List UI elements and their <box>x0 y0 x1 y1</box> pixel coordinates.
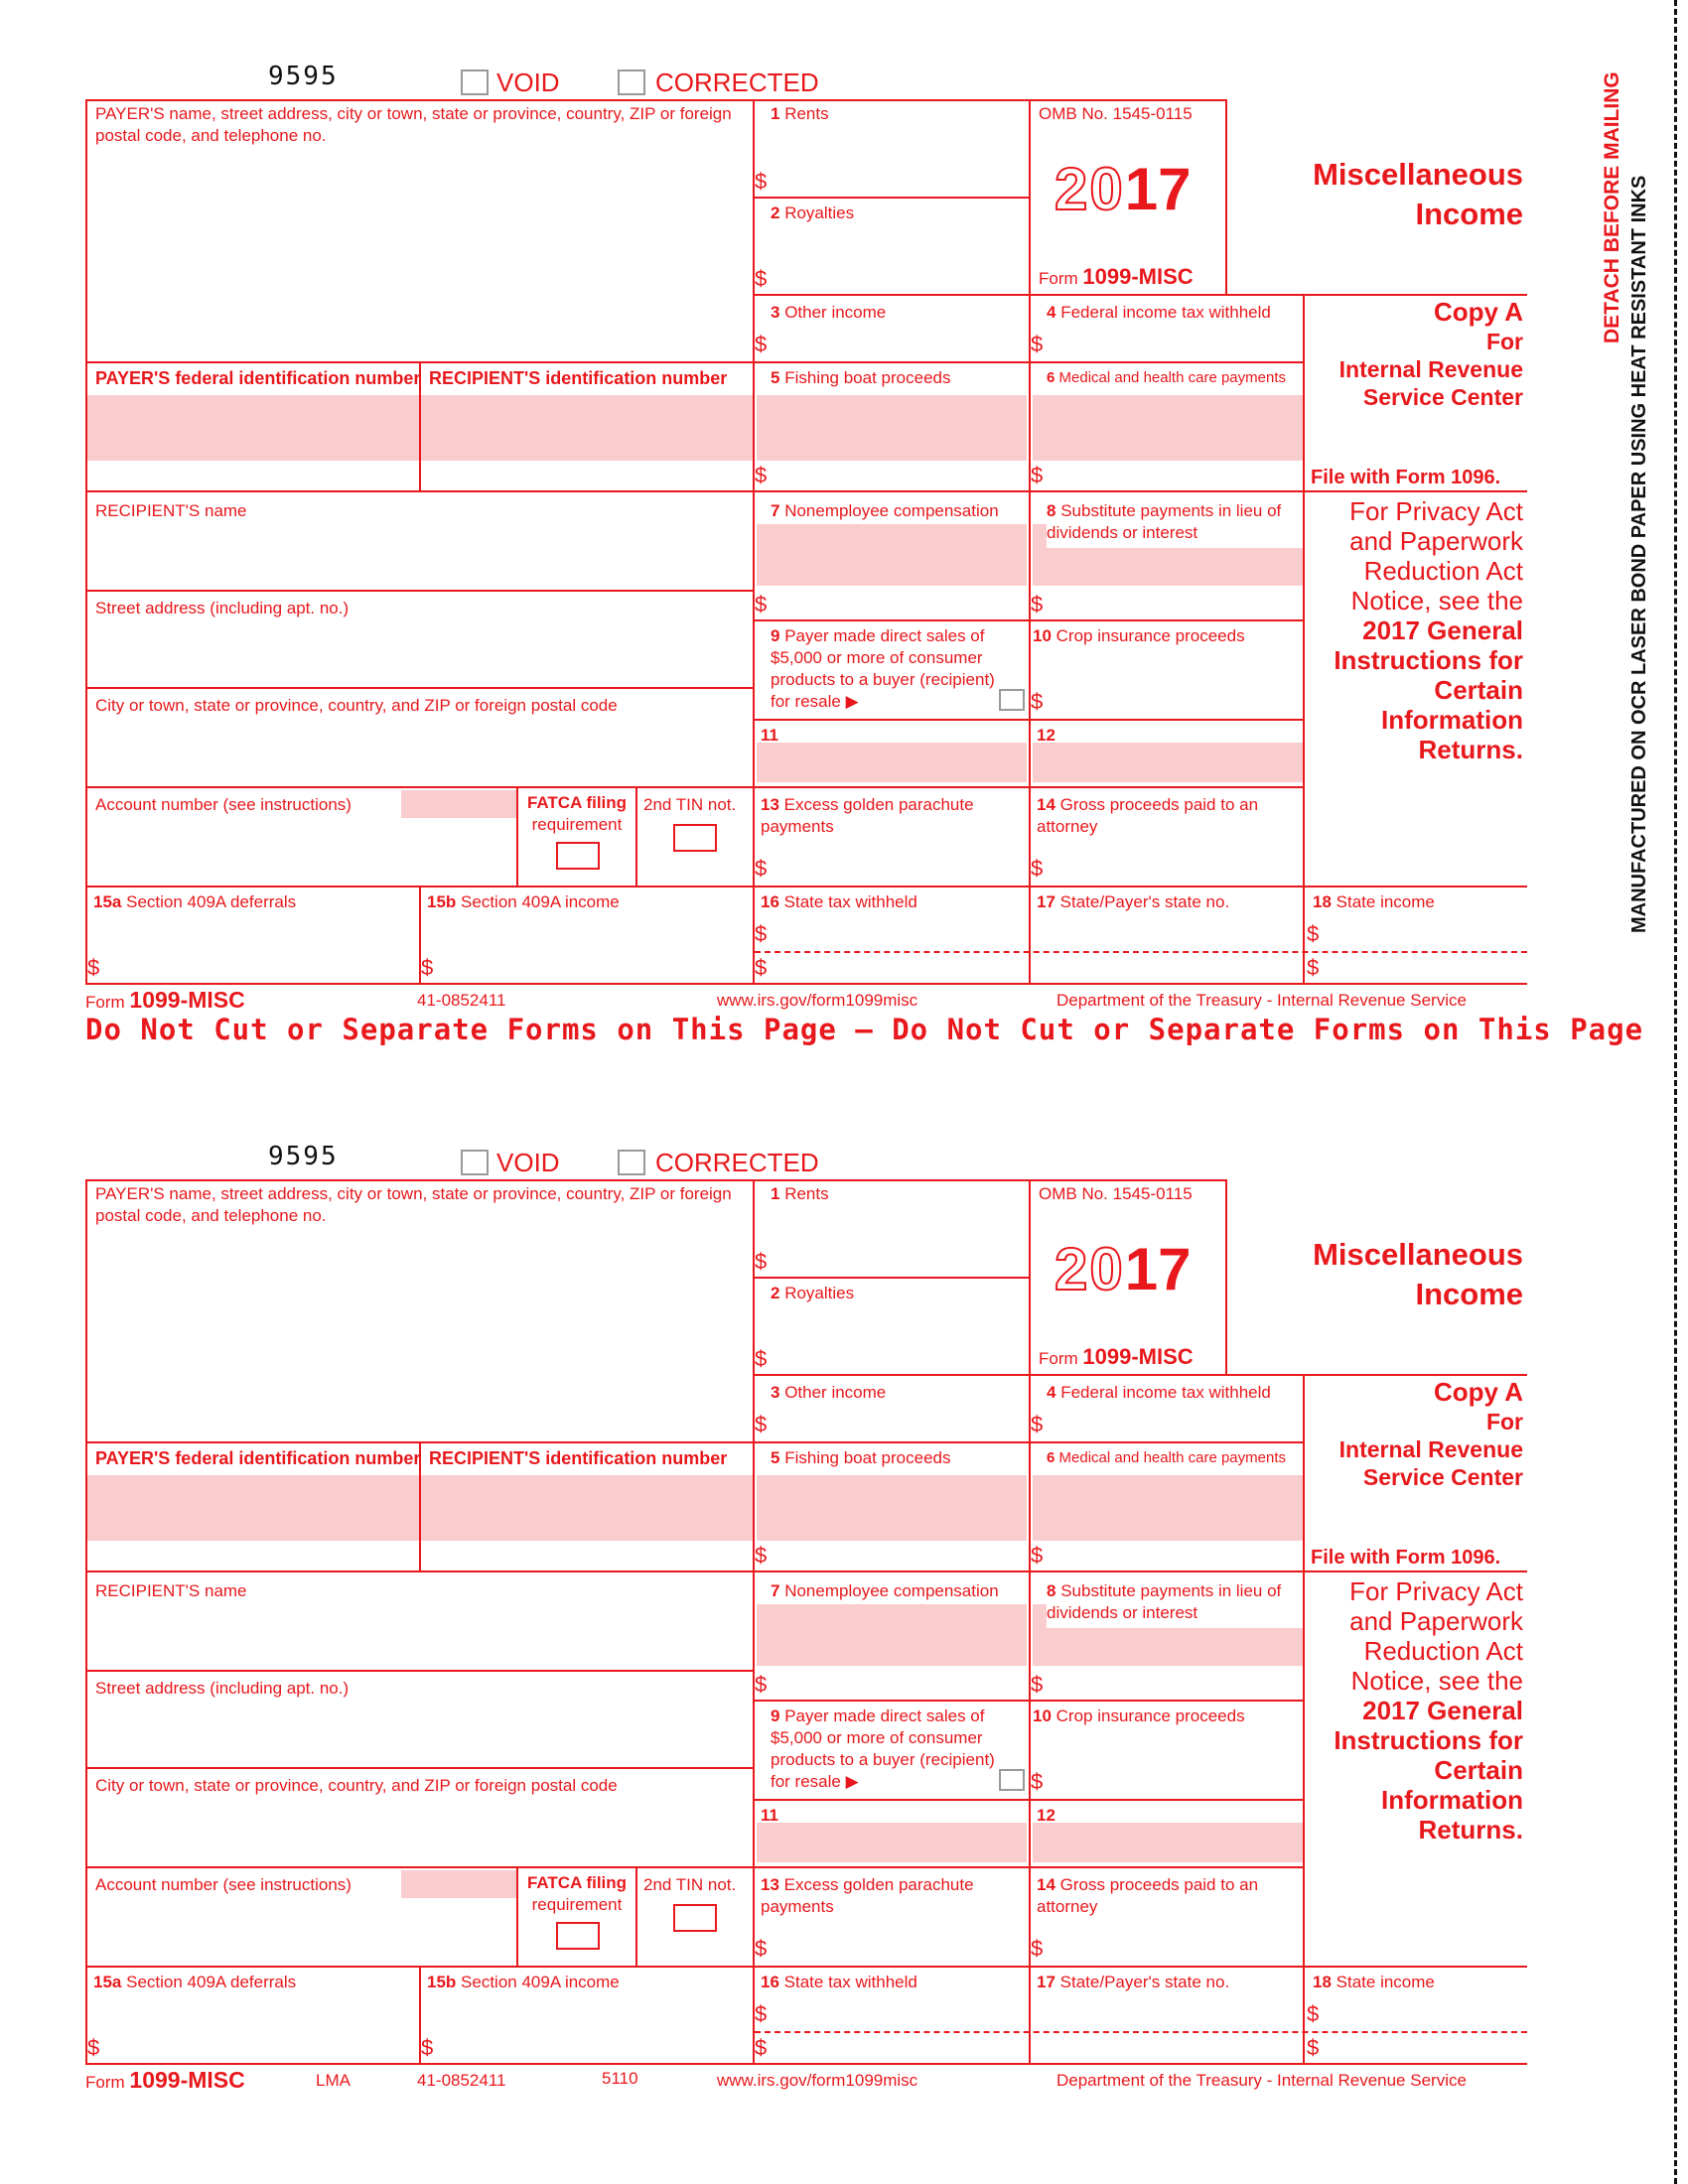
box3-label: 3 Other income <box>771 1383 887 1402</box>
box18-dollar-2: $ <box>1307 955 1320 980</box>
box16-label: 16 State tax withheld <box>761 1973 917 1991</box>
side-detach-notice: DETACH BEFORE MAILING <box>1601 71 1623 343</box>
box2-label: 2 Royalties <box>771 1284 855 1302</box>
form-title: Miscellaneous Income <box>1313 157 1523 231</box>
box16-dollar-1: $ <box>755 921 768 946</box>
box9-label: 9 Payer made direct sales of $5,000 or more of consumer products to a buyer (recipient) for resale ▶ <box>771 626 995 711</box>
box18-dollar-2: $ <box>1307 2035 1320 2060</box>
footer-cat-no: 41-0852411 <box>417 2071 506 2090</box>
fatca-label: FATCA filing requirement <box>526 793 628 834</box>
second-tin-label: 2nd TIN not. <box>643 1875 737 1894</box>
box14-dollar: $ <box>1031 1936 1044 1961</box>
box18-dollar-1: $ <box>1307 921 1320 946</box>
box3-label: 3 Other income <box>771 303 887 322</box>
omb-number: OMB No. 1545-0115 <box>1039 104 1193 123</box>
account-number-label: Account number (see instructions) <box>95 1875 352 1894</box>
box1-label: 1 Rents <box>771 104 829 123</box>
street-address-label: Street address (including apt. no.) <box>95 1679 350 1698</box>
privacy-notice: For Privacy Act and Paperwork Reduction Act Notice, see the 2017 General Instructions for Certain Information Returns. <box>1334 1576 1523 1844</box>
box1-dollar: $ <box>755 1249 768 1274</box>
file-with-1096: File with Form 1096. <box>1311 1547 1501 1569</box>
box17-label: 17 State/Payer's state no. <box>1037 892 1230 911</box>
recipient-tin-label: RECIPIENT'S identification number <box>429 368 728 388</box>
footer-form-name: Form 1099-MISC <box>85 987 245 1013</box>
void-label: VOID <box>496 68 560 97</box>
box4-dollar: $ <box>1031 332 1044 356</box>
copy-a-block: Copy A For Internal Revenue Service Center <box>1338 1377 1523 1490</box>
footer-5110: 5110 <box>602 2069 638 2088</box>
payer-name-label: PAYER'S name, street address, city or town, state or province, country, ZIP or foreign postal code, and telephone no. <box>95 1184 732 1225</box>
corrected-label: CORRECTED <box>655 68 819 97</box>
box8-label: 8 Substitute payments in lieu of dividends or interest <box>1047 500 1303 548</box>
box16-dollar-1: $ <box>755 2001 768 2026</box>
privacy-notice: For Privacy Act and Paperwork Reduction Act Notice, see the 2017 General Instructions for Certain Information Returns. <box>1334 496 1523 764</box>
form-name-box: Form 1099-MISC <box>1039 1344 1194 1369</box>
box14-dollar: $ <box>1031 856 1044 881</box>
box4-label: 4 Federal income tax withheld <box>1047 303 1271 322</box>
second-tin-label: 2nd TIN not. <box>643 795 737 814</box>
city-label: City or town, state or province, country, and ZIP or foreign postal code <box>95 1776 618 1795</box>
box7-label: 7 Nonemployee compensation <box>771 501 999 520</box>
form-code: 9595 <box>268 62 339 91</box>
footer-lma: LMA <box>316 2071 351 2090</box>
footer-form-name: Form 1099-MISC <box>85 2067 245 2093</box>
box5-dollar: $ <box>755 463 768 487</box>
form-name-box: Form 1099-MISC <box>1039 264 1194 289</box>
do-not-cut-notice: Do Not Cut or Separate Forms on This Page — Do Not Cut or Separate Forms on This Page <box>85 1013 1644 1046</box>
payer-tin-label: PAYER'S federal identification number <box>95 1448 421 1468</box>
box17-label: 17 State/Payer's state no. <box>1037 1973 1230 1991</box>
box12-label: 12 <box>1037 726 1055 745</box>
box15b-label: 15b Section 409A income <box>427 1973 620 1991</box>
box15b-dollar: $ <box>421 955 434 980</box>
payer-tin-label: PAYER'S federal identification number <box>95 368 421 388</box>
box2-label: 2 Royalties <box>771 204 855 222</box>
box13-label: 13 Excess golden parachute payments <box>761 1875 974 1916</box>
fatca-checkbox[interactable] <box>556 1922 600 1950</box>
footer-irs-url: www.irs.gov/form1099misc <box>717 991 918 1010</box>
copy-a-block: Copy A For Internal Revenue Service Center <box>1338 297 1523 410</box>
box5-dollar: $ <box>755 1543 768 1568</box>
second-tin-checkbox[interactable] <box>673 824 717 852</box>
box16-dollar-2: $ <box>755 2035 768 2060</box>
box16-dollar-2: $ <box>755 955 768 980</box>
void-label: VOID <box>496 1148 560 1177</box>
corrected-checkbox[interactable] <box>618 69 645 95</box>
box15a-label: 15a Section 409A deferrals <box>93 892 297 911</box>
void-checkbox[interactable] <box>461 1150 489 1175</box>
box11-label: 11 <box>761 1806 778 1825</box>
box1-dollar: $ <box>755 169 768 194</box>
box18-label: 18 State income <box>1313 1973 1435 1991</box>
box3-dollar: $ <box>755 332 768 356</box>
payer-name-label: PAYER'S name, street address, city or town, state or province, country, ZIP or foreign postal code, and telephone no. <box>95 104 732 145</box>
box10-label: 10 Crop insurance proceeds <box>1033 1706 1245 1725</box>
street-address-label: Street address (including apt. no.) <box>95 599 350 617</box>
box5-label: 5 Fishing boat proceeds <box>771 1448 951 1467</box>
box18-dollar-1: $ <box>1307 2001 1320 2026</box>
box7-dollar: $ <box>755 592 768 616</box>
second-tin-checkbox[interactable] <box>673 1904 717 1932</box>
footer-dept: Department of the Treasury - Internal Revenue Service <box>1056 991 1467 1010</box>
box2-dollar: $ <box>755 1346 768 1371</box>
box8-label: 8 Substitute payments in lieu of dividends or interest <box>1047 1580 1303 1628</box>
void-checkbox[interactable] <box>461 69 489 95</box>
box10-label: 10 Crop insurance proceeds <box>1033 626 1245 645</box>
form-code: 9595 <box>268 1142 339 1171</box>
box11-label: 11 <box>761 726 778 745</box>
box16-label: 16 State tax withheld <box>761 892 917 911</box>
box15a-dollar: $ <box>87 955 100 980</box>
box8-dollar: $ <box>1031 592 1044 616</box>
box10-dollar: $ <box>1031 1769 1044 1794</box>
fatca-checkbox[interactable] <box>556 842 600 870</box>
file-with-1096: File with Form 1096. <box>1311 467 1501 488</box>
corrected-checkbox[interactable] <box>618 1150 645 1175</box>
box18-label: 18 State income <box>1313 892 1435 911</box>
box15a-dollar: $ <box>87 2035 100 2060</box>
box7-dollar: $ <box>755 1672 768 1697</box>
city-label: City or town, state or province, country, and ZIP or foreign postal code <box>95 696 618 715</box>
box9-label: 9 Payer made direct sales of $5,000 or more of consumer products to a buyer (recipient) for resale ▶ <box>771 1706 995 1791</box>
recipient-name-label: RECIPIENT'S name <box>95 1581 247 1600</box>
account-number-label: Account number (see instructions) <box>95 795 352 814</box>
perforation-line <box>1674 0 1677 2184</box>
box6-label: 6 Medical and health care payments <box>1047 369 1286 386</box>
footer-irs-url: www.irs.gov/form1099misc <box>717 2071 918 2090</box>
box8-dollar: $ <box>1031 1672 1044 1697</box>
corrected-label: CORRECTED <box>655 1148 819 1177</box>
box15b-label: 15b Section 409A income <box>427 892 620 911</box>
box1-label: 1 Rents <box>771 1184 829 1203</box>
box14-label: 14 Gross proceeds paid to an attorney <box>1037 795 1259 836</box>
recipient-tin-label: RECIPIENT'S identification number <box>429 1448 728 1468</box>
box4-dollar: $ <box>1031 1412 1044 1436</box>
form-1099-misc-bottom <box>0 1080 1688 2093</box>
box4-label: 4 Federal income tax withheld <box>1047 1383 1271 1402</box>
form-title: Miscellaneous Income <box>1313 1237 1523 1311</box>
box5-label: 5 Fishing boat proceeds <box>771 368 951 387</box>
box15a-label: 15a Section 409A deferrals <box>93 1973 297 1991</box>
box13-label: 13 Excess golden parachute payments <box>761 795 974 836</box>
box7-label: 7 Nonemployee compensation <box>771 1581 999 1600</box>
box6-dollar: $ <box>1031 1543 1044 1568</box>
box6-label: 6 Medical and health care payments <box>1047 1449 1286 1466</box>
recipient-name-label: RECIPIENT'S name <box>95 501 247 520</box>
box15b-dollar: $ <box>421 2035 434 2060</box>
side-manufactured-notice: MANUFACTURED ON OCR LASER BOND PAPER USING HEAT RESISTANT INKS <box>1628 175 1650 933</box>
box13-dollar: $ <box>755 1936 768 1961</box>
fatca-label: FATCA filing requirement <box>526 1873 628 1914</box>
box10-dollar: $ <box>1031 689 1044 714</box>
tax-year: 2017 <box>1055 1236 1192 1302</box>
box13-dollar: $ <box>755 856 768 881</box>
tax-year: 2017 <box>1055 156 1192 222</box>
form-1099-misc-top <box>0 0 1688 1013</box>
omb-number: OMB No. 1545-0115 <box>1039 1184 1193 1203</box>
box6-dollar: $ <box>1031 463 1044 487</box>
box12-label: 12 <box>1037 1806 1055 1825</box>
box2-dollar: $ <box>755 266 768 291</box>
box3-dollar: $ <box>755 1412 768 1436</box>
box14-label: 14 Gross proceeds paid to an attorney <box>1037 1875 1259 1916</box>
box9-checkbox[interactable] <box>999 689 1025 711</box>
box9-checkbox[interactable] <box>999 1769 1025 1791</box>
footer-cat-no: 41-0852411 <box>417 991 506 1010</box>
footer-dept: Department of the Treasury - Internal Revenue Service <box>1056 2071 1467 2090</box>
